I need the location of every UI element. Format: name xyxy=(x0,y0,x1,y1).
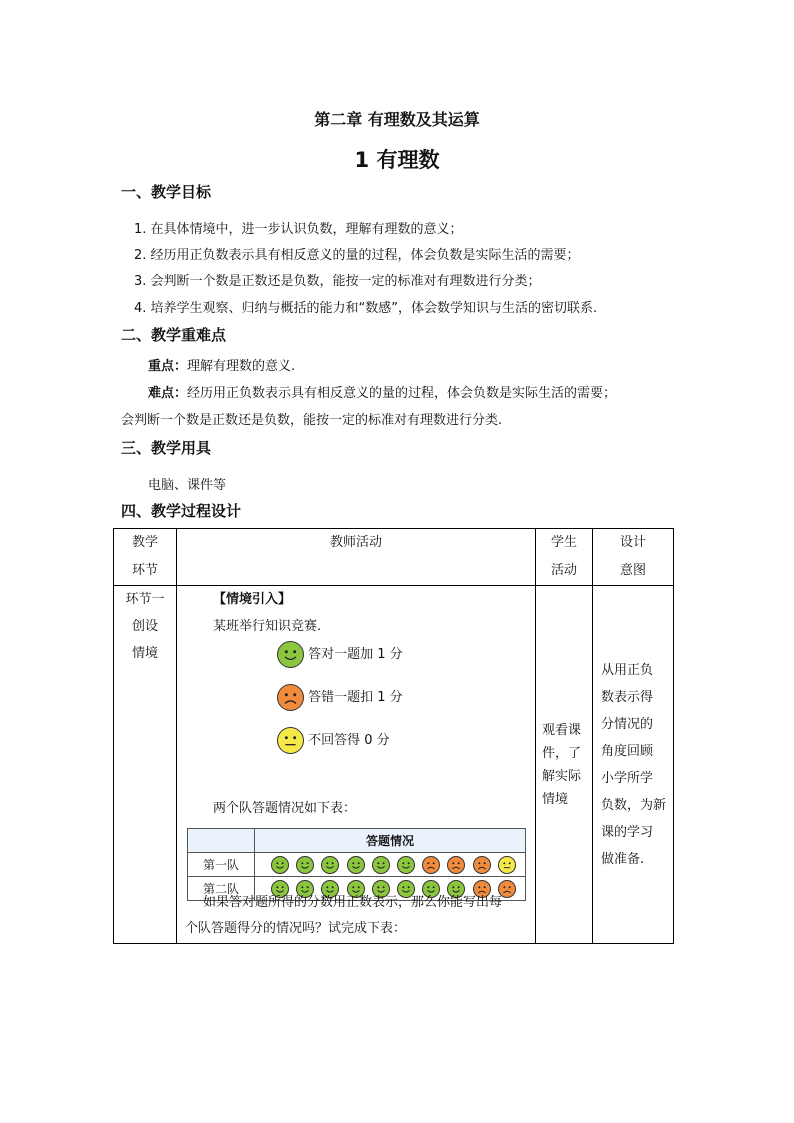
team-name: 第一队 xyxy=(188,853,255,877)
smiley-face-icon xyxy=(347,856,365,874)
intent-line: 分情况的 xyxy=(601,716,654,732)
team-results xyxy=(255,853,526,877)
neutral-face-icon xyxy=(498,856,516,874)
inner-empty-cell xyxy=(188,829,255,853)
intent-line: 角度回顾 xyxy=(601,743,654,759)
section-heading-tools: 三、教学用具 xyxy=(121,439,212,457)
rule-none: 不回答得 0 分 xyxy=(308,733,390,748)
smiley-face-icon xyxy=(296,856,314,874)
intent-line: 课的学习 xyxy=(601,824,654,840)
focus-label: 重点： xyxy=(148,359,188,374)
intent-line: 负数，为新 xyxy=(601,797,667,813)
goal-item: 2. 经历用正负数表示具有相反意义的量的过程，体会负数是实际生活的需要； xyxy=(134,248,580,263)
difficulty-text-cont: 会判断一个数是正数还是负数，能按一定的标准对有理数进行分类. xyxy=(121,413,503,428)
header-teacher: 教师活动 xyxy=(329,535,382,550)
smiley-face-icon xyxy=(397,856,415,874)
student-line: 件，了 xyxy=(542,745,582,761)
difficulty-text: 经历用正负数表示具有相反意义的量的过程，体会负数是实际生活的需要； xyxy=(187,386,617,401)
frowning-face-icon xyxy=(277,684,304,711)
section-heading-goals: 一、教学目标 xyxy=(121,183,212,201)
section-heading-keypoints: 二、教学重难点 xyxy=(121,326,227,344)
header-student-2: 活动 xyxy=(550,563,577,578)
table-intro: 两个队答题情况如下表： xyxy=(213,801,357,816)
rule-correct: 答对一题加 1 分 xyxy=(308,647,403,662)
stage-line: 情境 xyxy=(131,646,158,661)
tools-text: 电脑、课件等 xyxy=(148,478,227,493)
focus-text: 理解有理数的意义. xyxy=(187,359,296,374)
process-table xyxy=(113,528,674,944)
frowning-face-icon xyxy=(473,856,491,874)
header-stage-1: 教学 xyxy=(131,535,158,550)
rule-wrong: 答错一题扣 1 分 xyxy=(308,690,403,705)
header-student-1: 学生 xyxy=(550,535,577,550)
header-intent-2: 意图 xyxy=(619,563,646,578)
intent-line: 数表示得 xyxy=(601,689,654,705)
smiley-face-icon xyxy=(372,856,390,874)
student-line: 情境 xyxy=(542,791,569,807)
neutral-face-icon xyxy=(277,727,304,754)
intent-line: 小学所学 xyxy=(601,770,654,786)
inner-header: 答题情况 xyxy=(255,829,526,853)
intent-line: 从用正负 xyxy=(601,662,654,678)
section-heading-process: 四、教学过程设计 xyxy=(121,502,242,520)
table-row xyxy=(114,586,674,944)
smiley-face-icon xyxy=(271,856,289,874)
student-line: 解实际 xyxy=(542,768,582,784)
chapter-title: 第二章 有理数及其运算 xyxy=(314,110,480,129)
bracket-title: 【情境引入】 xyxy=(213,592,292,607)
frowning-face-icon xyxy=(422,856,440,874)
stage-line: 环节一 xyxy=(125,592,165,607)
goal-item: 4. 培养学生观察、归纳与概括的能力和“数感”，体会数学知识与生活的密切联系. xyxy=(134,301,598,316)
question-line: 如果答对题所得的分数用正数表示，那么你能写出每 xyxy=(203,895,503,910)
question-line: 个队答题得分的情况吗？试完成下表： xyxy=(185,921,407,936)
difficulty-label: 难点： xyxy=(148,386,188,401)
goal-item: 1. 在具体情境中，进一步认识负数，理解有理数的意义； xyxy=(134,222,463,237)
table-header-row xyxy=(114,529,674,586)
team-name: 第二队 xyxy=(188,877,255,901)
intro-text: 某班举行知识竞赛. xyxy=(213,619,322,634)
header-stage-2: 环节 xyxy=(131,563,158,578)
frowning-face-icon xyxy=(447,856,465,874)
smiley-face-icon xyxy=(321,856,339,874)
smiley-face-icon xyxy=(277,641,304,668)
stage-line: 创设 xyxy=(131,619,158,634)
goal-item: 3. 会判断一个数是正数还是负数，能按一定的标准对有理数进行分类； xyxy=(134,274,541,289)
lesson-title: 1 有理数 xyxy=(354,148,440,172)
header-intent-1: 设计 xyxy=(619,535,646,550)
student-line: 观看课 xyxy=(542,722,582,738)
intent-line: 做准备. xyxy=(601,851,645,867)
team-row xyxy=(188,853,526,877)
